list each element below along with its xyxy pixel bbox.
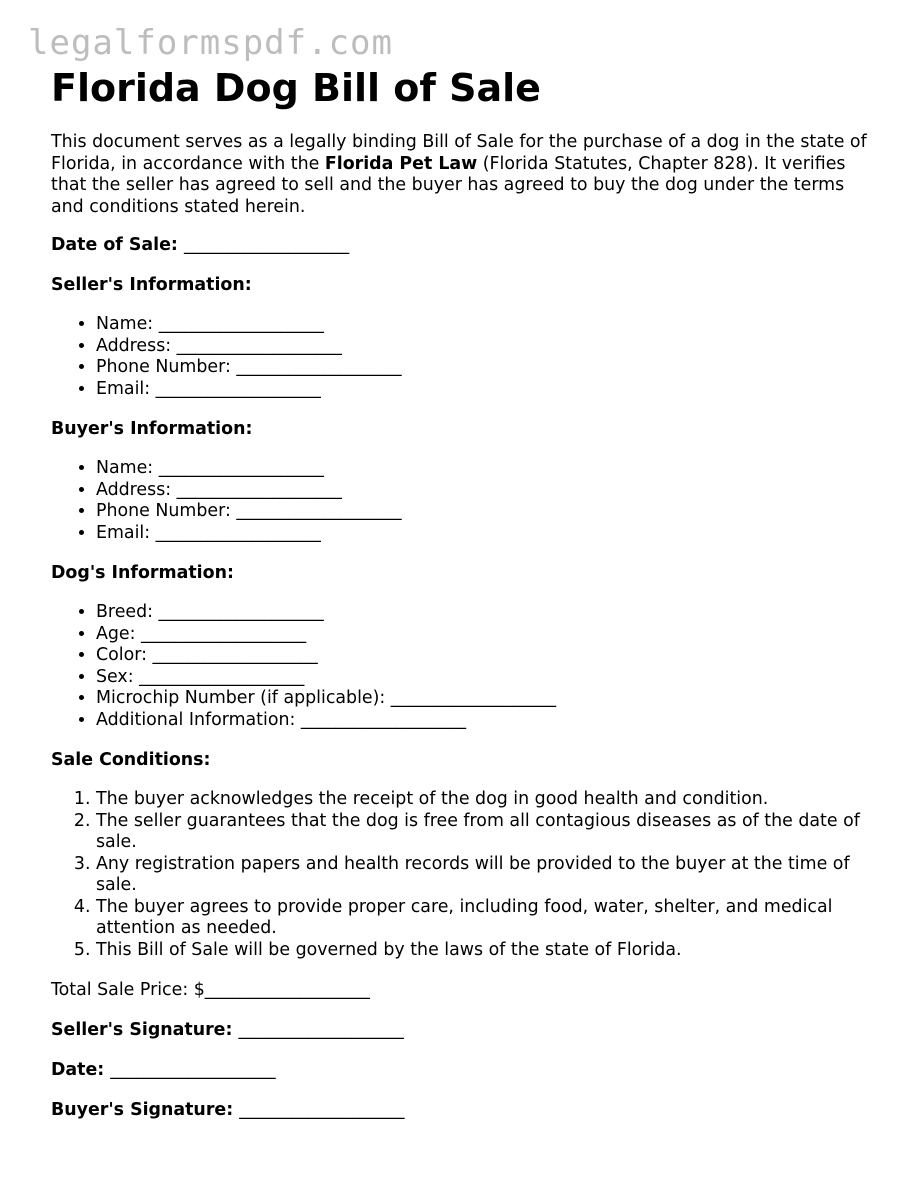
intro-text-before: This document serves as a legally binding Bill of Sale for the purchase of a dog in the state of Florida, in accordance with the <box>51 132 867 174</box>
seller-signature-label: Seller's Signature: <box>51 1020 233 1040</box>
seller-info-list <box>51 314 881 400</box>
buyer-address-item[interactable]: • Address: ___________________ <box>96 480 881 502</box>
document-title: Florida Dog Bill of Sale <box>51 66 541 110</box>
dog-additional-info-item[interactable]: • Additional Information: ___________________ <box>96 710 881 732</box>
date-of-sale-blank[interactable]: ___________________ <box>183 235 350 255</box>
seller-name-item[interactable]: • Name: ___________________ <box>96 314 881 336</box>
intro-paragraph <box>51 132 881 218</box>
site-watermark: legalformspdf.com <box>28 23 393 63</box>
buyer-phone-item[interactable]: • Phone Number: ___________________ <box>96 501 881 523</box>
seller-email-item[interactable]: • Email: ___________________ <box>96 379 881 401</box>
buyer-signature-line <box>51 1099 881 1121</box>
condition-item: 2. The seller guarantees that the dog is free from all contagious diseases as of the date of sale. <box>96 811 881 854</box>
dog-microchip-item[interactable]: • Microchip Number (if applicable): ___________________ <box>96 688 881 710</box>
total-sale-price-line[interactable]: Total Sale Price: $___________________ <box>51 980 370 1000</box>
condition-item: 1. The buyer acknowledges the receipt of the dog in good health and condition. <box>96 789 881 811</box>
intro-law-name: Florida Pet Law <box>324 153 478 174</box>
dog-info-list <box>51 602 881 731</box>
buyer-signature-label: Buyer's Signature: <box>51 1100 234 1120</box>
condition-item: 4. The buyer agrees to provide proper care, including food, water, shelter, and medical attention as needed. <box>96 897 881 940</box>
date-blank[interactable]: ___________________ <box>110 1060 276 1080</box>
sale-conditions-list <box>51 789 881 961</box>
date-line <box>51 1059 881 1081</box>
condition-item: 5. This Bill of Sale will be governed by the laws of the state of Florida. <box>96 940 881 962</box>
intro-text-after: (Florida Statutes, Chapter 828). It verifies that the seller has agreed to sell and the buyer has agreed to buy the dog under the terms and conditions stated herein. <box>51 153 846 217</box>
buyer-signature-blank[interactable]: ___________________ <box>239 1100 405 1120</box>
date-of-sale-line <box>51 234 881 256</box>
dog-breed-item[interactable]: • Breed: ___________________ <box>96 602 881 624</box>
sale-conditions-heading: Sale Conditions: <box>51 750 211 770</box>
dog-color-item[interactable]: • Color: ___________________ <box>96 645 881 667</box>
seller-signature-blank[interactable]: ___________________ <box>238 1020 404 1040</box>
seller-address-item[interactable]: • Address: ___________________ <box>96 336 881 358</box>
dog-info-heading: Dog's Information: <box>51 563 234 583</box>
condition-item: 3. Any registration papers and health records will be provided to the buyer at the time of sale. <box>96 854 881 897</box>
dog-sex-item[interactable]: • Sex: ___________________ <box>96 667 881 689</box>
buyer-email-item[interactable]: • Email: ___________________ <box>96 523 881 545</box>
document-body <box>51 66 881 1121</box>
dog-age-item[interactable]: • Age: ___________________ <box>96 624 881 646</box>
date-label: Date: <box>51 1060 105 1080</box>
buyer-info-heading: Buyer's Information: <box>51 419 253 439</box>
seller-phone-item[interactable]: • Phone Number: ___________________ <box>96 357 881 379</box>
date-of-sale-label: Date of Sale: <box>51 235 178 255</box>
seller-signature-line <box>51 1019 881 1041</box>
buyer-name-item[interactable]: • Name: ___________________ <box>96 458 881 480</box>
buyer-info-list <box>51 458 881 544</box>
seller-info-heading: Seller's Information: <box>51 275 252 295</box>
